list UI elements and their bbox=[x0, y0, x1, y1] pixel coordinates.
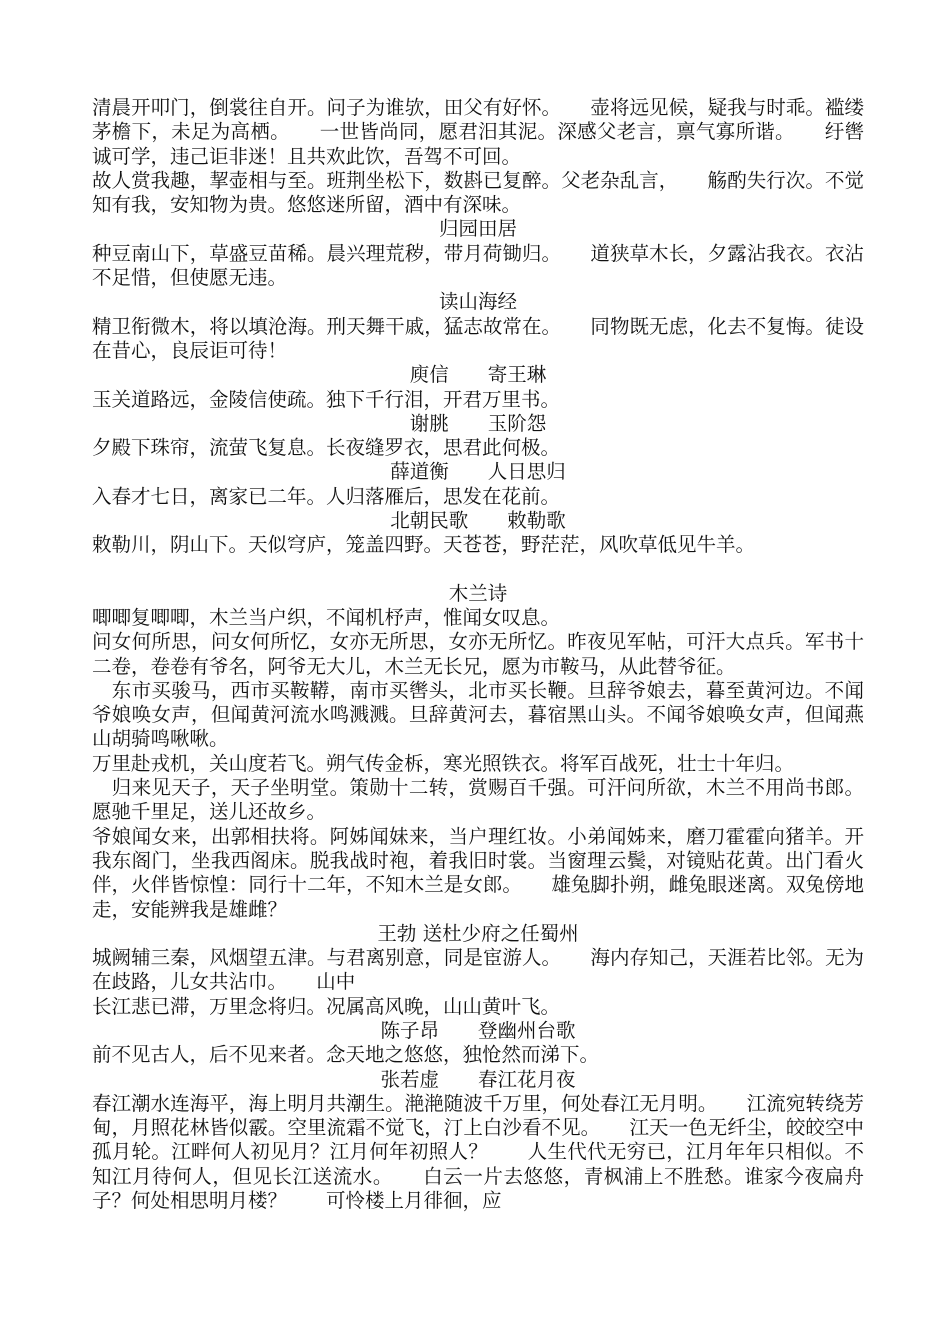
poem-paragraph: 城阙辅三秦，风烟望五津。与君离别意，同是宦游人。 海内存知己，天涯若比邻。无为在歧路，儿女共沾巾。 山中 bbox=[92, 946, 864, 994]
poem-paragraph: 东市买骏马，西市买鞍鞯，南市买辔头，北市买长鞭。旦辞爷娘去，暮至黄河边。不闻爷娘唤女声，但闻黄河流水鸣溅溅。旦辞黄河去，暮宿黑山头。不闻爷娘唤女声，但闻燕山胡骑鸣啾啾。 bbox=[92, 678, 864, 751]
poem-paragraph: 爷娘闻女来，出郭相扶将。阿姊闻妹来，当户理红妆。小弟闻姊来，磨刀霍霍向猪羊。开我东阁门，坐我西阁床。脱我战时袍，着我旧时裳。当窗理云鬓，对镜贴花黄。出门看火伴，火伴皆惊惶：同行十二年，不知木兰是女郎。 雄兔脚扑朔，雌兔眼迷离。双兔傍地走，安能辨我是雄雌？ bbox=[92, 824, 864, 921]
poem-paragraph: 精卫衔微木，将以填沧海。刑天舞干戚，猛志故常在。 同物既无虑，化去不复悔。徒设在昔心，良辰讵可待！ bbox=[92, 314, 864, 362]
poem-paragraph: 长江悲已滞，万里念将归。况属高风晚，山山黄叶飞。 bbox=[92, 994, 561, 1018]
poem-paragraph: 玉关道路远，金陵信使疏。独下千行泪，开君万里书。 bbox=[92, 387, 561, 411]
poem-paragraph: 唧唧复唧唧，木兰当户织，不闻机杼声，惟闻女叹息。 bbox=[92, 605, 561, 629]
poem-heading: 薛道衡 人日思归 bbox=[390, 460, 566, 484]
poem-paragraph: 归来见天子，天子坐明堂。策勋十二转，赏赐百千强。可汗问所欲，木兰不用尚书郎。愿驰千里足，送儿还故乡。 bbox=[92, 776, 864, 824]
poem-heading: 陈子昂 登幽州台歌 bbox=[380, 1018, 576, 1042]
poem-paragraph: 清晨开叩门，倒裳往自开。问子为谁欤，田父有好怀。 壶将远见候，疑我与时乖。褴缕茅檐下，未足为高栖。 一世皆尚同，愿君汨其泥。深感父老言，禀气寡所谐。 纡辔诚可学，违己讵非迷！且共欢此饮，吾驾不可回。 bbox=[92, 96, 864, 168]
document-body bbox=[92, 96, 864, 1213]
poem-paragraph: 春江潮水连海平，海上明月共潮生。滟滟随波千万里，何处春江无月明。 江流宛转绕芳甸，月照花林皆似霰。空里流霜不觉飞，汀上白沙看不见。 江天一色无纤尘，皎皎空中孤月轮。江畔何人初见月？江月何年初照人？ 人生代代无穷已，江月年年只相似。不知江月待何人，但见长江送流水。 白云一片去悠悠，青枫浦上不胜愁。谁家今夜扁舟子？何处相思明月楼？ 可怜楼上月徘徊，应 bbox=[92, 1091, 864, 1213]
blank-line bbox=[92, 558, 864, 582]
poem-paragraph: 敕勒川，阴山下。天似穹庐，笼盖四野。天苍苍，野茫茫，风吹草低见牛羊。 bbox=[92, 533, 756, 557]
poem-heading: 谢朓 玉阶怨 bbox=[409, 411, 547, 435]
poem-heading: 读山海经 bbox=[438, 290, 517, 314]
poem-paragraph: 万里赴戎机，关山度若飞。朔气传金柝，寒光照铁衣。将军百战死，壮士十年归。 bbox=[92, 751, 795, 775]
poem-heading: 王勃 送杜少府之任蜀州 bbox=[377, 921, 579, 945]
poem-heading: 归园田居 bbox=[438, 217, 517, 241]
poem-heading: 庾信 寄王琳 bbox=[409, 363, 547, 387]
poem-paragraph: 种豆南山下，草盛豆苗稀。晨兴理荒秽，带月荷锄归。 道狭草木长，夕露沾我衣。衣沾不足惜，但使愿无违。 bbox=[92, 241, 864, 290]
poem-heading: 木兰诗 bbox=[448, 581, 508, 605]
poem-paragraph: 夕殿下珠帘，流萤飞复息。长夜缝罗衣，思君此何极。 bbox=[92, 436, 561, 460]
poem-paragraph: 问女何所思，问女何所忆，女亦无所思，女亦无所忆。昨夜见军帖，可汗大点兵。军书十二卷，卷卷有爷名，阿爷无大儿，木兰无长兄，愿为市鞍马，从此替爷征。 bbox=[92, 630, 864, 678]
poem-paragraph: 故人赏我趣，挈壶相与至。班荆坐松下，数斟已复醉。父老杂乱言， 觞酌失行次。不觉知有我，安知物为贵。悠悠迷所留，酒中有深味。 bbox=[92, 168, 864, 217]
poem-paragraph: 入春才七日，离家已二年。人归落雁后，思发在花前。 bbox=[92, 484, 561, 508]
poem-heading: 北朝民歌 敕勒歌 bbox=[390, 509, 566, 533]
poem-paragraph: 前不见古人，后不见来者。念天地之悠悠，独怆然而涕下。 bbox=[92, 1043, 600, 1067]
poem-heading: 张若虚 春江花月夜 bbox=[380, 1067, 576, 1091]
